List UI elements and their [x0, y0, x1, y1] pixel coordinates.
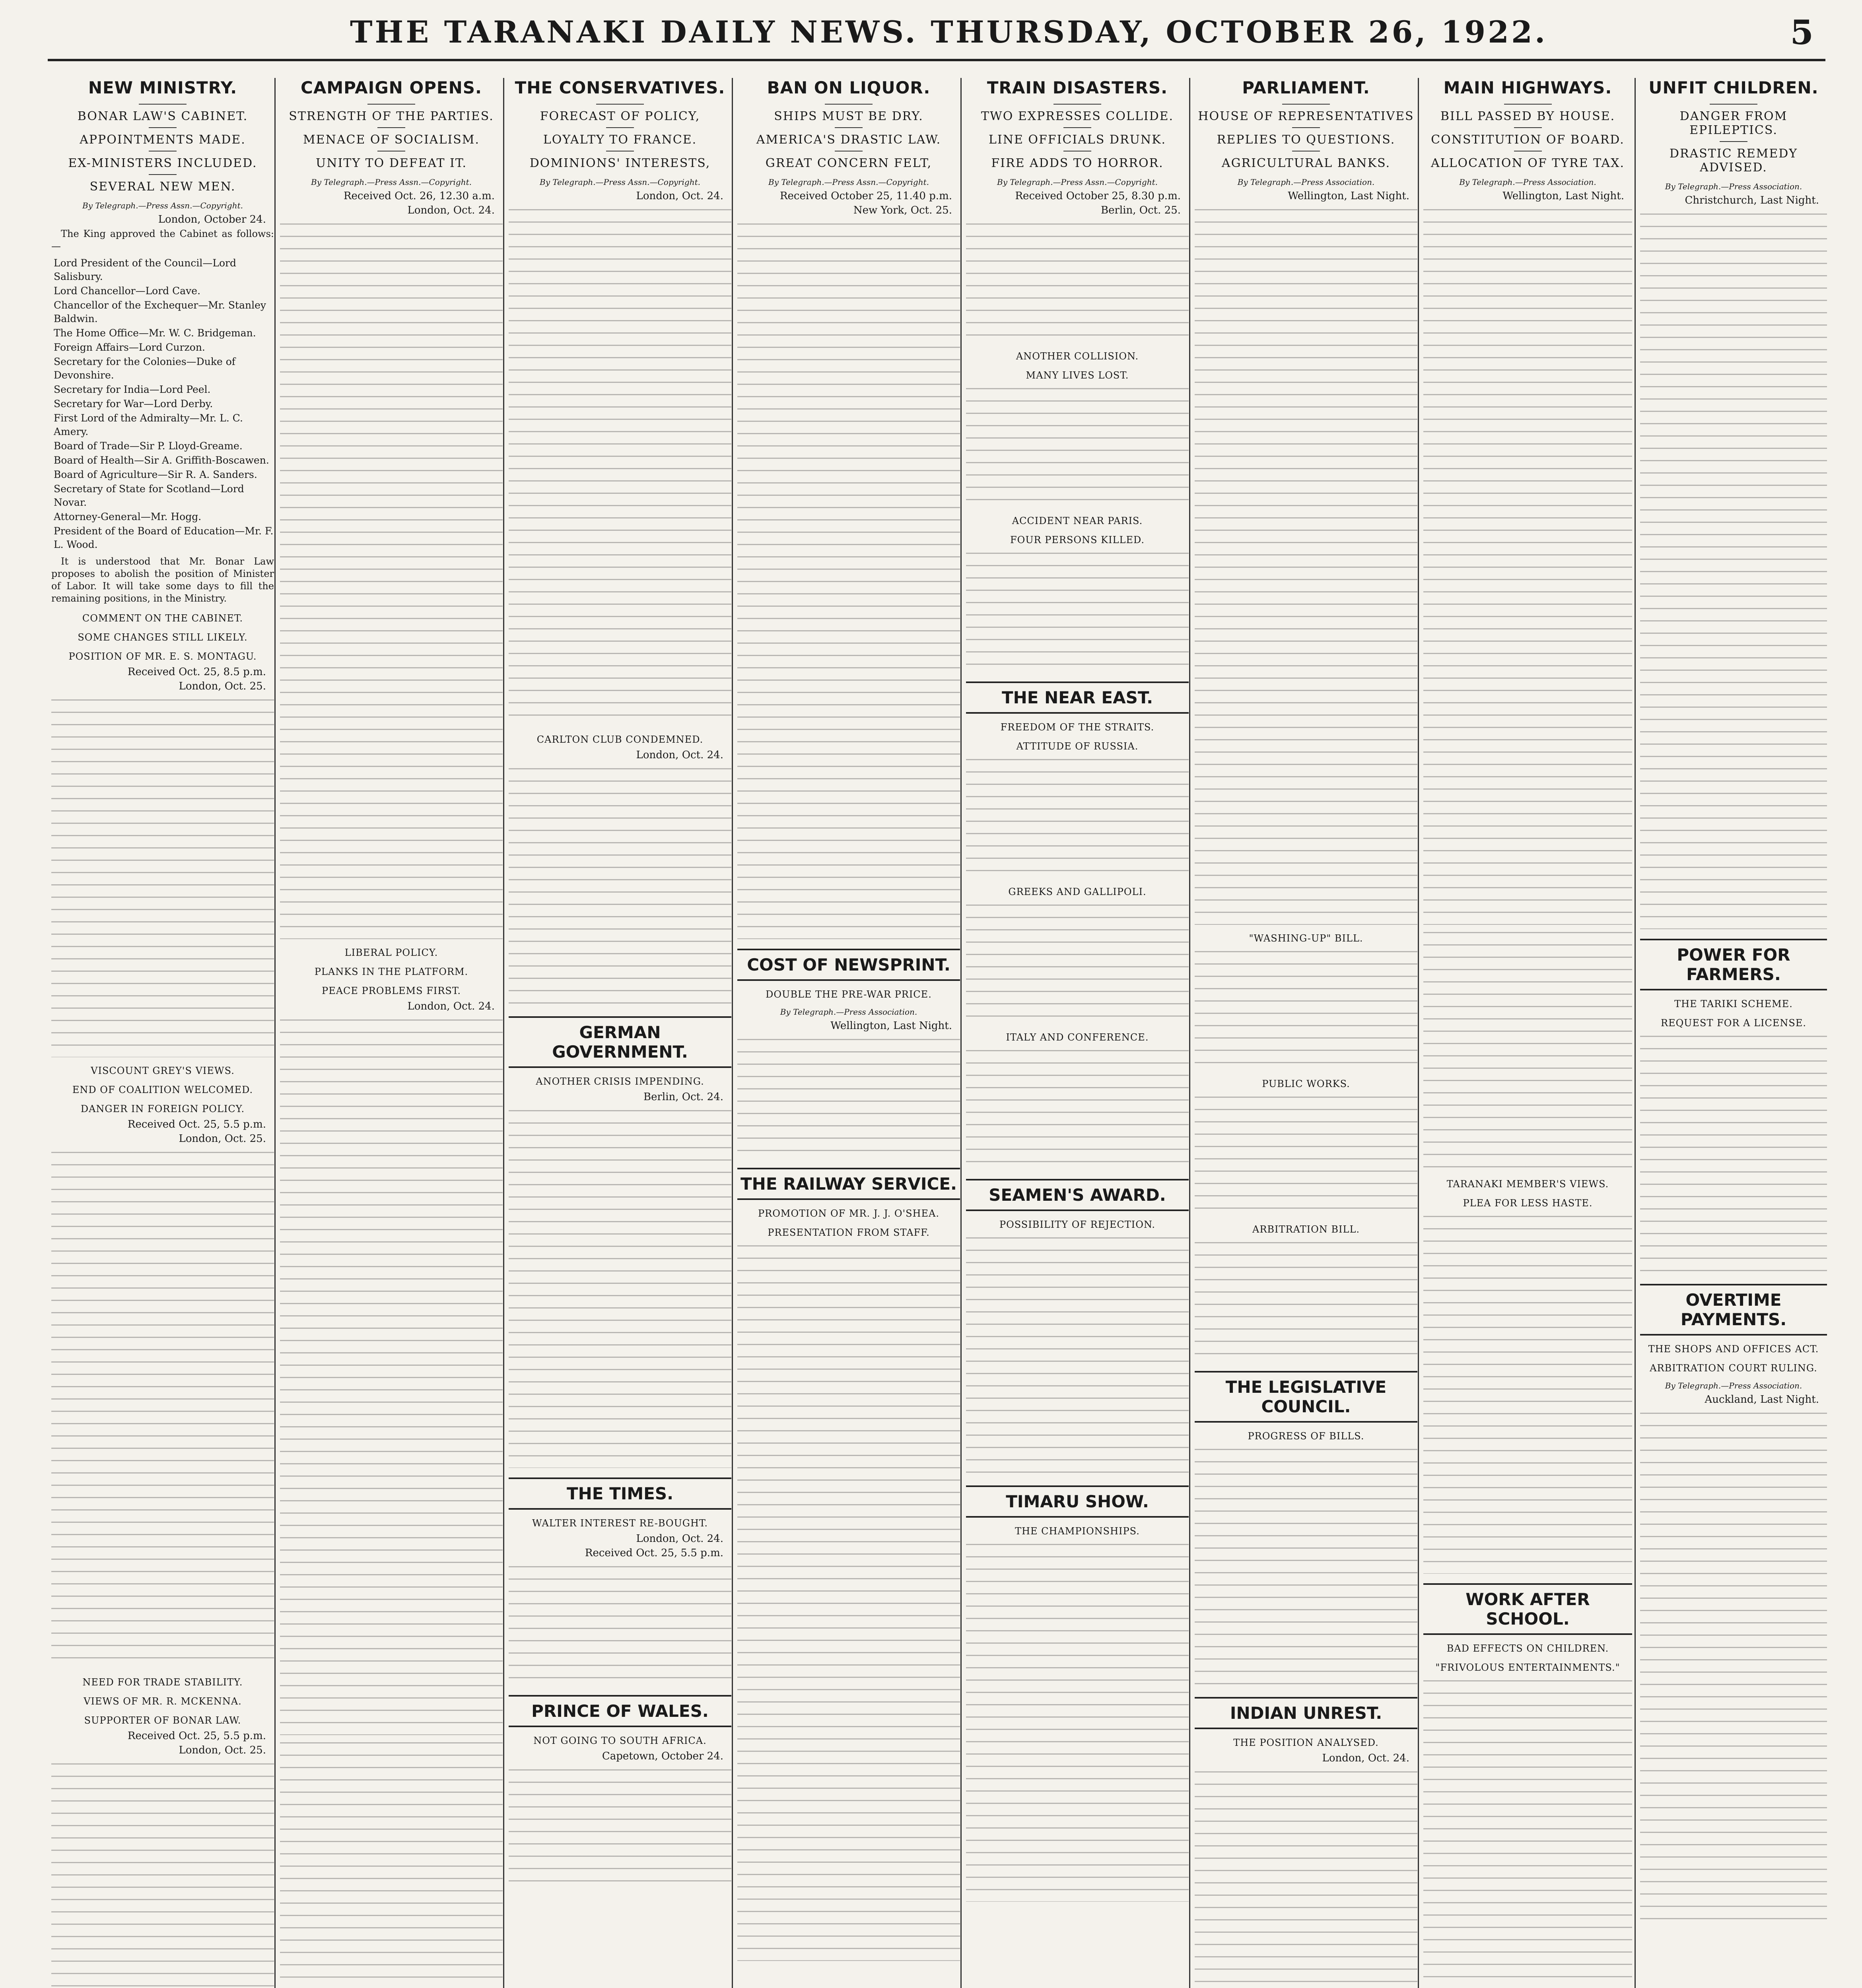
subheading: ALLOCATION OF TYRE TAX.	[1431, 156, 1625, 170]
dateline: Wellington, Last Night.	[1288, 190, 1409, 202]
dateline: London, Oct. 24.	[1322, 1752, 1409, 1764]
headline: PARLIAMENT.	[1242, 78, 1370, 97]
column-text	[509, 1110, 731, 1468]
byline: By Telegraph.—Press Association.	[780, 1007, 917, 1017]
section-heading: COMMENT ON THE CABINET.	[82, 613, 243, 624]
dateline: London, Oct. 24.	[636, 749, 723, 761]
subheading: BILL PASSED BY HOUSE.	[1440, 109, 1615, 123]
column-text	[1195, 1097, 1417, 1216]
received-line: Received Oct. 25, 8.5 p.m.	[127, 666, 266, 678]
headline: THE CONSERVATIVES.	[515, 78, 725, 97]
headline: CAMPAIGN OPENS.	[301, 78, 482, 97]
section-subheading: DOUBLE THE PRE-WAR PRICE.	[766, 989, 932, 1000]
byline: By Telegraph.—Press Association.	[1665, 182, 1802, 191]
section-heading: TARANAKI MEMBER'S VIEWS.	[1446, 1178, 1609, 1190]
section-banner: OVERTIME PAYMENTS.	[1640, 1284, 1827, 1336]
received-line: Received Oct. 25, 5.5 p.m.	[127, 1730, 266, 1742]
section-subheading: "FRIVOLOUS ENTERTAINMENTS."	[1435, 1662, 1620, 1673]
divider	[1514, 127, 1542, 128]
subheading: SEVERAL NEW MEN.	[89, 180, 236, 194]
cabinet-entry: Lord Chancellor—Lord Cave.	[54, 285, 201, 297]
subheading: LOYALTY TO FRANCE.	[543, 133, 697, 147]
dateline: London, Oct. 24.	[407, 1000, 495, 1012]
section-subheading: DANGER IN FOREIGN POLICY.	[80, 1103, 245, 1114]
dateline: Auckland, Last Night.	[1705, 1394, 1819, 1406]
column-train-disasters	[964, 78, 1190, 1988]
section-banner: TIMARU SHOW.	[966, 1485, 1189, 1518]
section-subheading: ATTITUDE OF RUSSIA.	[1016, 741, 1139, 752]
dateline: Wellington, Last Night.	[1502, 190, 1624, 202]
section-subheading: BAD EFFECTS ON CHILDREN.	[1446, 1643, 1609, 1654]
section-heading: VISCOUNT GREY'S VIEWS.	[91, 1065, 235, 1076]
section-subheading: ARBITRATION COURT RULING.	[1650, 1363, 1817, 1374]
column-text	[1640, 1036, 1827, 1274]
headline: BAN ON LIQUOR.	[767, 78, 931, 97]
subheading: EX-MINISTERS INCLUDED.	[68, 156, 257, 170]
cabinet-entry: Secretary for the Colonies—Duke of Devonshire.	[54, 356, 236, 381]
section-subheading: SUPPORTER OF BONAR LAW.	[84, 1715, 241, 1726]
column-text	[51, 1152, 274, 1669]
column-text	[1195, 951, 1417, 1070]
section-banner: GERMAN GOVERNMENT.	[509, 1016, 731, 1068]
section-heading: CARLTON CLUB CONDEMNED.	[536, 734, 704, 745]
column-text	[280, 1019, 503, 1735]
cabinet-entry: Chancellor of the Exchequer—Mr. Stanley Baldwin.	[54, 299, 266, 324]
masthead-title: THE TARANAKI DAILY NEWS. THURSDAY, OCTOBER 26, 1922.	[350, 14, 1548, 50]
cabinet-entry: Lord President of the Council—Lord Salisbury.	[54, 257, 236, 282]
section-heading: ITALY AND CONFERENCE.	[1006, 1032, 1149, 1043]
column-text	[1640, 214, 1827, 929]
section-heading: ACCIDENT NEAR PARIS.	[1012, 515, 1143, 526]
column-campaign-opens	[278, 78, 504, 1988]
column-text	[509, 768, 731, 1007]
cabinet-entry: President of the Board of Education—Mr. F. L. Wood.	[54, 525, 274, 550]
section-banner: WORK AFTER SCHOOL.	[1423, 1583, 1632, 1635]
column-text	[966, 388, 1189, 507]
section-banner: THE TIMES.	[509, 1477, 731, 1510]
cabinet-entry: Board of Trade—Sir P. Lloyd-Greame.	[54, 440, 243, 452]
subheading: LINE OFFICIALS DRUNK.	[988, 133, 1166, 147]
divider	[377, 127, 405, 128]
column-ban-on-liquor	[736, 78, 962, 1988]
byline: By Telegraph.—Press Association.	[1459, 177, 1596, 187]
section-heading: ANOTHER COLLISION.	[1016, 351, 1139, 362]
subheading: CONSTITUTION OF BOARD.	[1431, 133, 1625, 147]
column-text	[737, 1245, 960, 1961]
section-subheading: POSSIBILITY OF REJECTION.	[999, 1219, 1156, 1230]
dateline: London, Oct. 25.	[179, 680, 266, 692]
section-subheading: WALTER INTEREST RE-BOUGHT.	[532, 1518, 708, 1529]
cabinet-entry: Board of Health—Sir A. Griffith-Boscawen.	[54, 454, 269, 466]
article-paragraph: It is understood that Mr. Bonar Law proposes to abolish the position of Minister of Labor. It will take some days to fill the remaining positions, in the Ministry.	[51, 556, 274, 604]
section-subheading: PLEA FOR LESS HASTE.	[1463, 1198, 1593, 1209]
dateline: Capetown, October 24.	[602, 1750, 723, 1762]
section-banner: PRINCE OF WALES.	[509, 1695, 731, 1727]
section-heading: LIBERAL POLICY.	[344, 947, 438, 958]
column-text	[966, 1237, 1189, 1476]
subheading: MENACE OF SOCIALISM.	[303, 133, 480, 147]
column-text	[51, 699, 274, 1057]
column-text	[966, 1050, 1189, 1169]
column-text	[1195, 209, 1417, 925]
divider	[139, 104, 187, 105]
divider	[367, 104, 415, 105]
divider	[1053, 104, 1101, 105]
section-subheading: FREEDOM OF THE STRAITS.	[1000, 722, 1155, 733]
section-heading: ARBITRATION BILL.	[1252, 1224, 1360, 1235]
cabinet-entry: Secretary for India—Lord Peel.	[54, 384, 211, 395]
column-text	[966, 1544, 1189, 1902]
subheading: SHIPS MUST BE DRY.	[774, 109, 923, 123]
section-banner: THE NEAR EAST.	[966, 681, 1189, 714]
column-new-ministry	[50, 78, 276, 1988]
section-subheading: THE SHOPS AND OFFICES ACT.	[1648, 1343, 1819, 1355]
column-text	[509, 1566, 731, 1685]
subheading: FORECAST OF POLICY,	[540, 109, 700, 123]
divider	[1720, 141, 1747, 142]
column-text	[1423, 209, 1632, 925]
subheading: AMERICA'S DRASTIC LAW.	[756, 133, 941, 147]
subheading: AGRICULTURAL BANKS.	[1221, 156, 1391, 170]
received-line: Received October 25, 8.30 p.m.	[1015, 190, 1181, 202]
section-heading: NEED FOR TRADE STABILITY.	[82, 1677, 243, 1688]
section-subheading: POSITION OF MR. E. S. MONTAGU.	[68, 651, 257, 662]
section-subheading: SOME CHANGES STILL LIKELY.	[78, 632, 248, 643]
section-banner: THE LEGISLATIVE COUNCIL.	[1195, 1371, 1417, 1423]
column-text	[737, 1039, 960, 1158]
column-unfit-children	[1638, 78, 1829, 1988]
byline: By Telegraph.—Press Association.	[1237, 177, 1375, 187]
section-subheading: END OF COALITION WELCOMED.	[72, 1084, 253, 1095]
subheading: UNITY TO DEFEAT IT.	[315, 156, 467, 170]
headline: NEW MINISTRY.	[88, 78, 237, 97]
section-banner: THE RAILWAY SERVICE.	[737, 1168, 960, 1200]
column-text	[966, 553, 1189, 672]
section-heading: GREEKS AND GALLIPOLI.	[1008, 886, 1147, 897]
byline: By Telegraph.—Press Association.	[1665, 1381, 1802, 1390]
divider	[606, 127, 634, 128]
subheading: REPLIES TO QUESTIONS.	[1217, 133, 1396, 147]
headline: MAIN HIGHWAYS.	[1443, 78, 1612, 97]
subheading: TWO EXPRESSES COLLIDE.	[981, 109, 1174, 123]
subheading: HOUSE OF REPRESENTATIVES	[1198, 109, 1414, 123]
divider	[596, 104, 644, 105]
dateline: London, Oct. 24.	[636, 190, 723, 202]
dateline: London, Oct. 24.	[407, 204, 495, 216]
headline: UNFIT CHILDREN.	[1648, 78, 1819, 97]
received-line: Received Oct. 26, 12.30 a.m.	[343, 190, 495, 202]
section-banner: COST OF NEWSPRINT.	[737, 949, 960, 981]
cabinet-entry: First Lord of the Admiralty—Mr. L. C. Amery.	[54, 412, 243, 437]
divider	[1282, 104, 1330, 105]
dateline: Berlin, Oct. 24.	[643, 1091, 723, 1103]
section-subheading: REQUEST FOR A LICENSE.	[1661, 1017, 1806, 1029]
section-subheading: FOUR PERSONS KILLED.	[1010, 534, 1145, 546]
dateline: Berlin, Oct. 25.	[1100, 204, 1181, 216]
subheading: FIRE ADDS TO HORROR.	[991, 156, 1164, 170]
subheading: DRASTIC REMEDY ADVISED.	[1669, 147, 1798, 175]
received-line: Received Oct. 25, 5.5 p.m.	[585, 1547, 723, 1559]
divider	[825, 104, 873, 105]
subheading: STRENGTH OF THE PARTIES.	[289, 109, 494, 123]
divider	[1710, 104, 1757, 105]
divider	[835, 127, 863, 128]
column-text	[509, 1769, 731, 1889]
dateline: Wellington, Last Night.	[830, 1020, 952, 1032]
cabinet-entry: Board of Agriculture—Sir R. A. Sanders.	[54, 469, 257, 480]
section-subheading: PRESENTATION FROM STAFF.	[768, 1227, 930, 1238]
column-text	[1195, 1242, 1417, 1361]
cabinet-entry: Secretary for War—Lord Derby.	[54, 398, 213, 410]
column-text	[1195, 1449, 1417, 1687]
dateline: New York, Oct. 25.	[853, 204, 952, 216]
subheading: APPOINTMENTS MADE.	[80, 133, 246, 147]
section-subheading: ANOTHER CRISIS IMPENDING.	[536, 1076, 704, 1087]
received-line: Received Oct. 25, 5.5 p.m.	[127, 1118, 266, 1130]
divider	[149, 127, 177, 128]
column-conservatives	[507, 78, 733, 1988]
cabinet-entry: Attorney-General—Mr. Hogg.	[54, 511, 202, 522]
byline: By Telegraph.—Press Assn.—Copyright.	[768, 177, 929, 187]
section-subheading: THE CHAMPIONSHIPS.	[1015, 1526, 1140, 1537]
section-banner: POWER FOR FARMERS.	[1640, 939, 1827, 990]
byline: By Telegraph.—Press Assn.—Copyright.	[311, 177, 472, 187]
section-subheading: NOT GOING TO SOUTH AFRICA.	[533, 1735, 707, 1746]
divider	[1292, 127, 1320, 128]
subheading: BONAR LAW'S CABINET.	[77, 109, 248, 123]
section-banner: INDIAN UNREST.	[1195, 1697, 1417, 1729]
dateline: London, Oct. 25.	[179, 1133, 266, 1145]
column-text	[966, 223, 1189, 343]
subheading: GREAT CONCERN FELT,	[765, 156, 932, 170]
column-text	[1423, 1680, 1632, 1988]
dateline: London, Oct. 24.	[636, 1533, 723, 1545]
column-rule	[1635, 78, 1636, 1988]
section-subheading: THE POSITION ANALYSED.	[1233, 1737, 1379, 1748]
column-text	[1423, 1216, 1632, 1574]
dateline: Christchurch, Last Night.	[1685, 194, 1819, 206]
section-subheading: PEACE PROBLEMS FIRST.	[322, 985, 461, 996]
byline: By Telegraph.—Press Assn.—Copyright.	[540, 177, 700, 187]
section-subheading: PROGRESS OF BILLS.	[1248, 1431, 1364, 1442]
received-line: Received October 25, 11.40 p.m.	[779, 190, 952, 202]
column-text	[966, 759, 1189, 878]
divider	[149, 174, 177, 175]
column-main-highways	[1422, 78, 1634, 1988]
byline: By Telegraph.—Press Assn.—Copyright.	[82, 201, 243, 210]
cabinet-list	[54, 256, 274, 551]
divider	[1063, 127, 1091, 128]
subheading: DANGER FROM EPILEPTICS.	[1679, 109, 1788, 137]
byline: By Telegraph.—Press Assn.—Copyright.	[997, 177, 1158, 187]
page-number: 5	[1790, 13, 1813, 52]
section-banner: SEAMEN'S AWARD.	[966, 1179, 1189, 1211]
column-text	[1195, 1771, 1417, 1988]
column-text	[966, 905, 1189, 1024]
masthead	[48, 11, 1825, 61]
section-subheading: MANY LIVES LOST.	[1026, 370, 1129, 381]
divider	[1504, 104, 1552, 105]
dateline: London, October 24.	[158, 214, 266, 225]
article-paragraph: The King approved the Cabinet as follows:—	[51, 228, 274, 252]
subheading: DOMINIONS' INTERESTS,	[529, 156, 711, 170]
column-text	[1640, 1413, 1827, 1930]
headline: TRAIN DISASTERS.	[987, 78, 1168, 97]
section-subheading: VIEWS OF MR. R. MCKENNA.	[84, 1696, 242, 1707]
cabinet-entry: Foreign Affairs—Lord Curzon.	[54, 342, 205, 353]
cabinet-entry: Secretary of State for Scotland—Lord Novar.	[54, 483, 244, 508]
section-subheading: THE TARIKI SCHEME.	[1674, 998, 1793, 1010]
column-text	[1423, 932, 1632, 1171]
section-subheading: PLANKS IN THE PLATFORM.	[314, 966, 468, 977]
column-text	[737, 223, 960, 939]
column-text	[280, 1742, 503, 1988]
section-heading: PUBLIC WORKS.	[1262, 1078, 1350, 1089]
dateline: London, Oct. 25.	[179, 1744, 266, 1756]
column-parliament	[1193, 78, 1419, 1988]
column-text	[509, 209, 731, 726]
column-text	[51, 1763, 274, 1988]
section-heading: "WASHING-UP" BILL.	[1249, 933, 1363, 944]
cabinet-entry: The Home Office—Mr. W. C. Bridgeman.	[54, 327, 256, 339]
section-subheading: PROMOTION OF MR. J. J. O'SHEA.	[758, 1208, 939, 1219]
column-text	[280, 223, 503, 939]
